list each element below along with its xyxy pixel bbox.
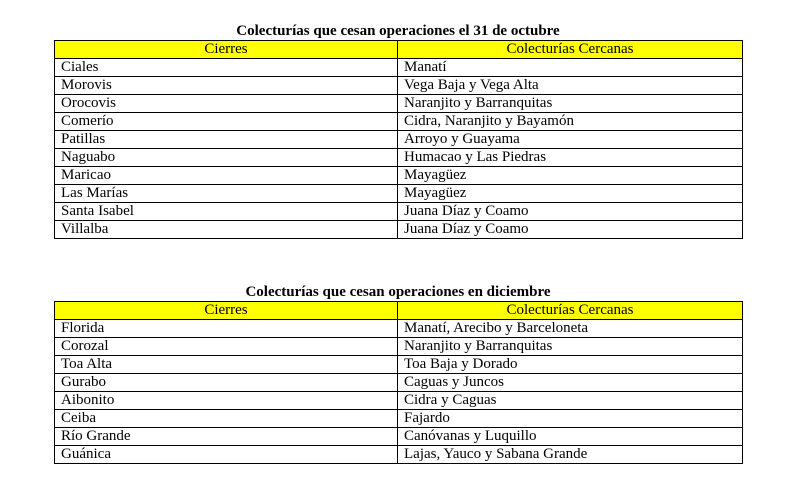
cell-closure: Aibonito xyxy=(55,392,398,410)
cell-closure: Guánica xyxy=(55,446,398,464)
cell-nearby-office: Fajardo xyxy=(398,410,743,428)
cell-nearby-office: Juana Díaz y Coamo xyxy=(398,221,743,239)
cell-closure: Morovis xyxy=(55,77,398,95)
cell-nearby-office: Mayagüez xyxy=(398,185,743,203)
cell-closure: Las Marías xyxy=(55,185,398,203)
cell-nearby-office: Arroyo y Guayama xyxy=(398,131,743,149)
october-closures-table xyxy=(54,40,743,239)
cell-nearby-office: Cidra, Naranjito y Bayamón xyxy=(398,113,743,131)
table-row xyxy=(55,131,743,149)
cell-closure: Naguabo xyxy=(55,149,398,167)
cell-closure: Orocovis xyxy=(55,95,398,113)
december-table-title: Colecturías que cesan operaciones en diciembre xyxy=(245,284,551,300)
table-row xyxy=(55,320,743,338)
october-closures-section xyxy=(54,22,742,239)
cell-nearby-office: Canóvanas y Luquillo xyxy=(398,428,743,446)
cell-closure: Ceiba xyxy=(55,410,398,428)
table-row xyxy=(55,185,743,203)
cell-nearby-office: Vega Baja y Vega Alta xyxy=(398,77,743,95)
table-row xyxy=(55,446,743,464)
table-header-row xyxy=(55,302,743,320)
table-row xyxy=(55,167,743,185)
table-row xyxy=(55,338,743,356)
cell-nearby-office: Cidra y Caguas xyxy=(398,392,743,410)
cell-nearby-office: Mayagüez xyxy=(398,167,743,185)
cell-nearby-office: Naranjito y Barranquitas xyxy=(398,95,743,113)
cell-nearby-office: Juana Díaz y Coamo xyxy=(398,203,743,221)
column-header-colecturias-cercanas: Colecturías Cercanas xyxy=(398,302,743,320)
table-row xyxy=(55,356,743,374)
table-row xyxy=(55,392,743,410)
table-row xyxy=(55,59,743,77)
october-table-body xyxy=(55,59,743,239)
cell-closure: Ciales xyxy=(55,59,398,77)
cell-nearby-office: Caguas y Juncos xyxy=(398,374,743,392)
december-table-body xyxy=(55,320,743,464)
cell-closure: Comerío xyxy=(55,113,398,131)
october-table-title: Colecturías que cesan operaciones el 31 de octubre xyxy=(236,23,560,39)
cell-closure: Villalba xyxy=(55,221,398,239)
cell-nearby-office: Humacao y Las Piedras xyxy=(398,149,743,167)
table-row xyxy=(55,95,743,113)
table-header-row xyxy=(55,41,743,59)
column-header-colecturias-cercanas: Colecturías Cercanas xyxy=(398,41,743,59)
table-row xyxy=(55,149,743,167)
cell-nearby-office: Toa Baja y Dorado xyxy=(398,356,743,374)
column-header-cierres: Cierres xyxy=(55,302,398,320)
cell-closure: Río Grande xyxy=(55,428,398,446)
december-closures-table xyxy=(54,301,743,464)
cell-nearby-office: Manatí, Arecibo y Barceloneta xyxy=(398,320,743,338)
table-row xyxy=(55,203,743,221)
table-row xyxy=(55,410,743,428)
cell-nearby-office: Manatí xyxy=(398,59,743,77)
cell-nearby-office: Lajas, Yauco y Sabana Grande xyxy=(398,446,743,464)
table-row xyxy=(55,113,743,131)
table-row xyxy=(55,221,743,239)
table-row xyxy=(55,374,743,392)
cell-closure: Corozal xyxy=(55,338,398,356)
column-header-cierres: Cierres xyxy=(55,41,398,59)
table-row xyxy=(55,428,743,446)
cell-closure: Maricao xyxy=(55,167,398,185)
cell-closure: Toa Alta xyxy=(55,356,398,374)
cell-closure: Gurabo xyxy=(55,374,398,392)
cell-closure: Patillas xyxy=(55,131,398,149)
cell-nearby-office: Naranjito y Barranquitas xyxy=(398,338,743,356)
table-row xyxy=(55,77,743,95)
december-closures-section xyxy=(54,283,742,464)
cell-closure: Florida xyxy=(55,320,398,338)
cell-closure: Santa Isabel xyxy=(55,203,398,221)
